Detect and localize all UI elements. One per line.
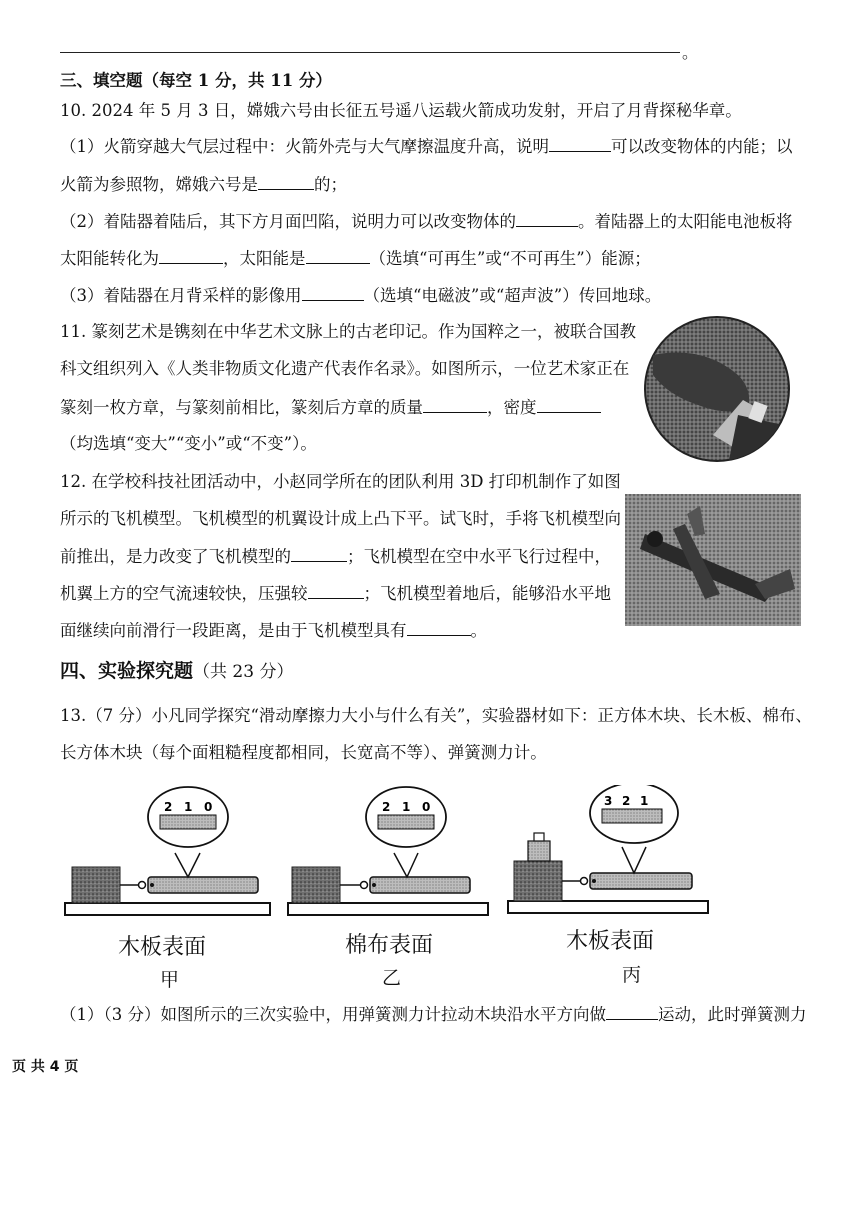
q12-text-f: 。 <box>470 621 487 640</box>
q11-line2: 科文组织列入《人类非物质文化遗产代表作名录》。如图所示，一位艺术家正在 <box>60 359 630 378</box>
caption-yi: 棉布表面 <box>345 933 434 958</box>
seal-carving-photo <box>643 315 791 463</box>
q10-p3-text-a: （3）着陆器在月背采样的影像用 <box>60 286 302 305</box>
q10-p2-text-e: （选填“可再生”或“不可再生”）能源； <box>369 249 651 268</box>
q10-part1-line1 <box>60 135 793 158</box>
answer-blank[interactable] <box>308 582 364 599</box>
q12-line1: 12. 在学校科技社团活动中，小赵同学所在的团队利用 3D 打印机制作了如图 <box>60 472 621 491</box>
airplane-model-photo <box>625 494 801 626</box>
q11-line1: 11. 篆刻艺术是镌刻在中华艺术文脉上的古老印记。作为国粹之一，被联合国教 <box>60 322 636 341</box>
answer-line <box>60 52 680 53</box>
scale-number: 1 <box>402 800 411 814</box>
section4-title <box>60 660 293 683</box>
top-period: 。 <box>682 43 699 62</box>
answer-blank[interactable] <box>549 135 611 152</box>
scale-number: 0 <box>422 800 431 814</box>
q13-line1: 13.（7 分）小凡同学探究“滑动摩擦力大小与什么有关”，实验器材如下：正方体木块、长木板、棉布、 <box>60 706 812 725</box>
section4-points: （共 23 分） <box>193 662 294 682</box>
q12-text-b: ；飞机模型在空中水平飞行过程中， <box>347 547 611 566</box>
answer-blank[interactable] <box>606 1003 658 1020</box>
caption-jia: 木板表面 <box>118 935 207 960</box>
q13-p1-text-b: 运动，此时弹簧测力 <box>658 1005 807 1024</box>
label-yi: 乙 <box>382 967 402 989</box>
q11-text-b: ，密度 <box>487 398 537 417</box>
label-bing: 丙 <box>622 964 642 986</box>
q12-line3 <box>60 545 611 568</box>
q10-part3 <box>60 284 661 307</box>
scale-number: 1 <box>640 794 649 808</box>
answer-blank[interactable] <box>159 247 223 264</box>
answer-blank[interactable] <box>537 396 601 413</box>
q10-p1-text-b: 可以改变物体的内能；以 <box>611 137 793 156</box>
scale-number: 2 <box>164 800 173 814</box>
label-jia: 甲 <box>160 969 180 991</box>
answer-blank[interactable] <box>291 545 347 562</box>
q10-p1-text-d: 的； <box>314 175 347 194</box>
page-footer: 页 共 4 页 <box>12 1059 79 1075</box>
answer-blank[interactable] <box>407 619 471 636</box>
q10-stem: 10. 2024 年 5 月 3 日，嫦娥六号由长征五号遥八运载火箭成功发射，开启了月背探秘华章。 <box>60 101 742 120</box>
answer-blank[interactable] <box>516 210 578 227</box>
answer-blank[interactable] <box>423 396 487 413</box>
q13-line2: 长方体木块（每个面粗糙程度都相同，长宽高不等）、弹簧测力计。 <box>60 743 547 762</box>
q13-part1 <box>60 1003 807 1026</box>
q10-p1-text-c: 火箭为参照物，嫦娥六号是 <box>60 175 258 194</box>
q12-text-d: ；飞机模型着地后，能够沿水平地 <box>363 584 611 603</box>
q12-text-a: 前推出，是力改变了飞机模型的 <box>60 547 291 566</box>
q12-line5 <box>60 619 487 642</box>
panel-yi <box>288 787 488 915</box>
section3-title: 三、填空题（每空 1 分，共 11 分） <box>60 71 332 90</box>
q10-part1-line2 <box>60 173 347 196</box>
q10-p2-text-b: 。着陆器上的太阳能电池板将 <box>578 212 793 231</box>
q10-p3-text-b: （选填“电磁波”或“超声波”）传回地球。 <box>363 286 662 305</box>
section4-title-text: 四、实验探究题 <box>60 660 194 682</box>
q13-p1-text-a: （1）（3 分）如图所示的三次实验中，用弹簧测力计拉动木块沿水平方向做 <box>60 1005 606 1024</box>
q12-line4 <box>60 582 611 605</box>
q11-text-a: 篆刻一枚方章，与篆刻前相比，篆刻后方章的质量 <box>60 398 423 417</box>
q12-text-e: 面继续向前滑行一段距离，是由于飞机模型具有 <box>60 621 407 640</box>
q10-p2-text-c: 太阳能转化为 <box>60 249 159 268</box>
caption-bing: 木板表面 <box>566 929 655 954</box>
q11-line3 <box>60 396 601 419</box>
scale-number: 2 <box>622 794 631 808</box>
q10-part2-line1 <box>60 210 793 233</box>
q11-line4: （均选填“变大”“变小”或“不变”）。 <box>60 434 317 453</box>
q12-line2: 所示的飞机模型。飞机模型的机翼设计成上凸下平。试飞时，手将飞机模型向 <box>60 509 621 528</box>
answer-blank[interactable] <box>302 284 364 301</box>
q12-text-c: 机翼上方的空气流速较快，压强较 <box>60 584 308 603</box>
scale-number: 1 <box>184 800 193 814</box>
panel-bing <box>508 785 708 913</box>
q10-p2-text-a: （2）着陆器着陆后，其下方月面凹陷，说明力可以改变物体的 <box>60 212 516 231</box>
q10-p1-text-a: （1）火箭穿越大气层过程中：火箭外壳与大气摩擦温度升高，说明 <box>60 137 549 156</box>
scale-number: 2 <box>382 800 391 814</box>
scale-number: 0 <box>204 800 213 814</box>
q10-p2-text-d: ，太阳能是 <box>223 249 306 268</box>
panel-jia <box>65 787 270 915</box>
answer-blank[interactable] <box>306 247 370 264</box>
answer-blank[interactable] <box>258 173 314 190</box>
scale-number: 3 <box>604 794 613 808</box>
q10-part2-line2 <box>60 247 651 270</box>
